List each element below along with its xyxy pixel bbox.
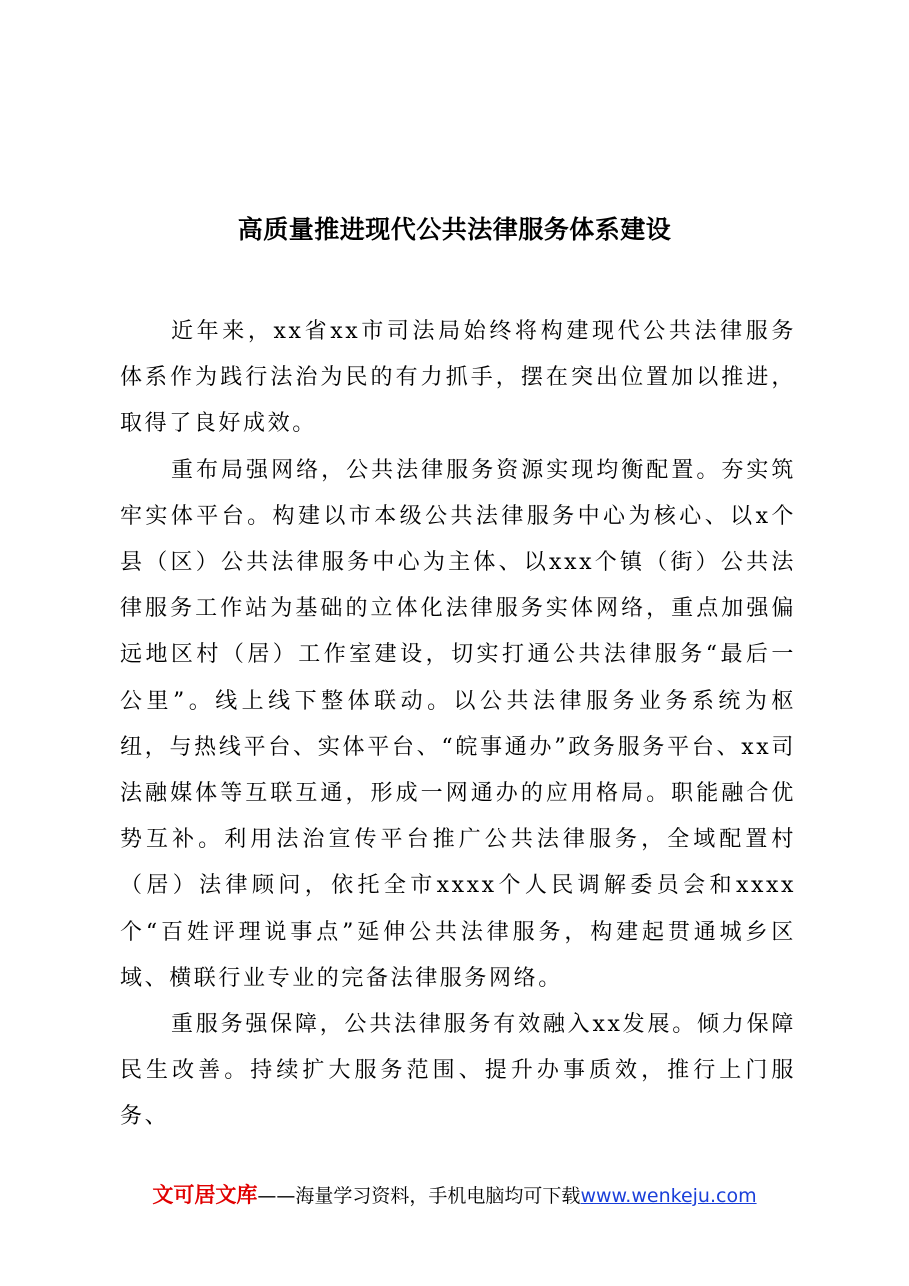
footer-link[interactable]: www.wenkeju.com xyxy=(580,1185,757,1207)
paragraph-2: 重布局强网络，公共法律服务资源实现均衡配置。夯实筑牢实体平台。构建以市本级公共法律服务中心为核心、以x个县（区）公共法律服务中心为主体、以xxx个镇（街）公共法律服务工作站为基础的立体化法律服务实体网络，重点加强偏远地区村（居）工作室建设，切实打通公共法律服务“最后一公里”。线上线下整体联动。以公共法律服务业务系统为枢纽，与热线平台、实体平台、“皖事通办”政务服务平台、xx司法融媒体等互联互通，形成一网通办的应用格局。职能融合优势互补。利用法治宣传平台推广公共法律服务，全域配置村（居）法律顾问，依托全市xxxx个人民调解委员会和xxxx个“百姓评理说事点”延伸公共法律服务，构建起贯通城乡区域、横联行业专业的完备法律服务网络。 xyxy=(120,457,796,991)
footer-slogan: ——海量学习资料，手机电脑均可下载 xyxy=(257,1185,581,1207)
paragraph-1: 近年来，xx省xx市司法局始终将构建现代公共法律服务体系作为践行法治为民的有力抓手，摆在突出位置加以推进，取得了良好成效。 xyxy=(120,319,796,437)
paragraph-3: 重服务强保障，公共法律服务有效融入xx发展。倾力保障民生改善。持续扩大服务范围、提升办事质效，推行上门服务、 xyxy=(120,1012,796,1130)
document-title: 高质量推进现代公共法律服务体系建设 xyxy=(237,215,672,244)
document-body xyxy=(120,309,796,1141)
watermark-footer xyxy=(0,1180,909,1211)
footer-brand: 文可居文库 xyxy=(152,1183,258,1207)
